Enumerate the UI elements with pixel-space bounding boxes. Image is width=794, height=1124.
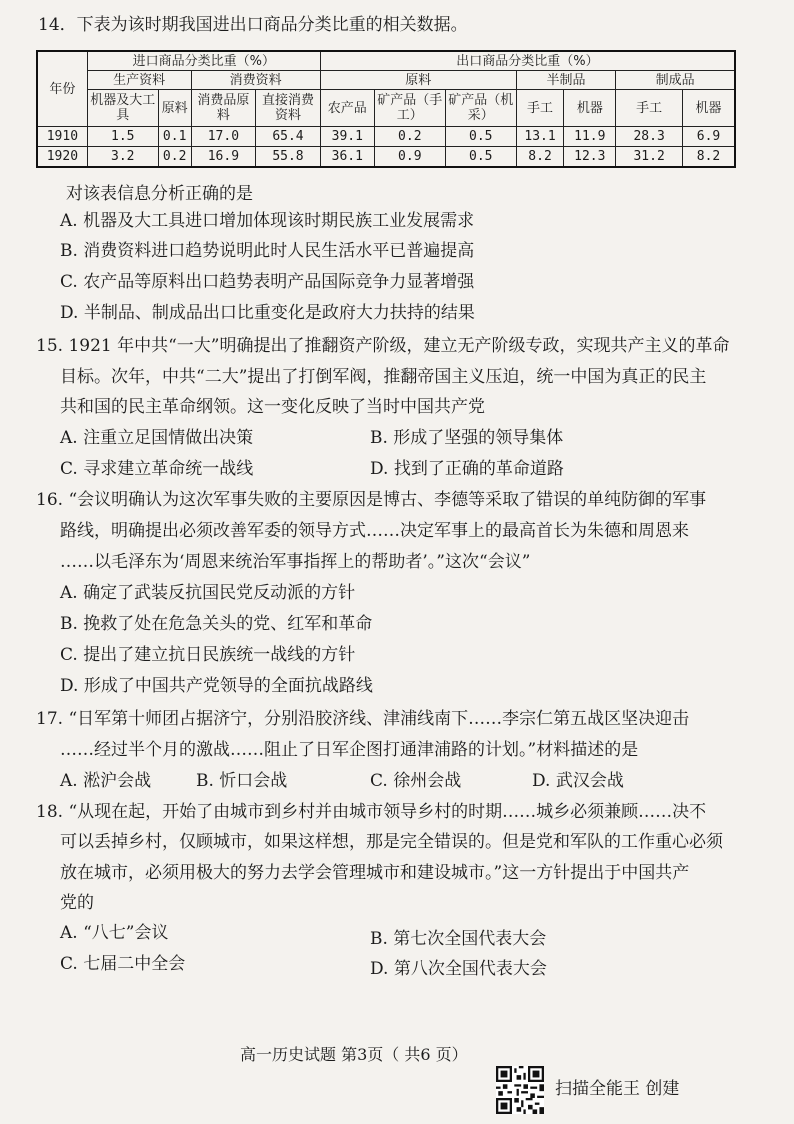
q15-text-line: 目标。次年，中共“二大”提出了打倒军阀，推翻帝国主义压迫，统一中国为真正的民主 — [60, 367, 707, 387]
column-header: 消费品原料 — [191, 90, 256, 127]
q17-option-b: B. 忻口会战 — [196, 771, 288, 791]
table-cell: 0.2 — [374, 127, 445, 147]
q14-option-d: D. 半制品、制成品出口比重变化是政府大力扶持的结果 — [60, 303, 475, 323]
q18-text-line: 放在城市，必须用极大的努力去学会管理城市和建设城市。”这一方针提出于中国共产 — [60, 863, 690, 883]
column-header: 机器 — [682, 90, 735, 127]
table-cell: 39.1 — [320, 127, 374, 147]
q14-stem: 对该表信息分析正确的是 — [66, 184, 253, 204]
q16-option-d: D. 形成了中国共产党领导的全面抗战路线 — [60, 676, 373, 696]
q18-text-line: 可以丢掉乡村，仅顾城市，如果这样想，那是完全错误的。但是党和军队的工作重心必须 — [60, 832, 723, 852]
qr-code-icon — [496, 1066, 544, 1114]
export-group: 制成品 — [616, 71, 735, 90]
column-header: 机器 — [564, 90, 616, 127]
table-cell: 1.5 — [87, 127, 158, 147]
table-cell: 55.8 — [256, 147, 321, 168]
table-cell: 11.9 — [564, 127, 616, 147]
table-row — [37, 147, 735, 168]
scanner-watermark: 扫描全能王 创建 — [555, 1079, 680, 1099]
q15-text-line: 共和国的民主革命纲领。这一变化反映了当时中国共产党 — [60, 397, 485, 417]
q14-title: 14．下表为该时期我国进出口商品分类比重的相关数据。 — [38, 15, 468, 35]
q15-option-c: C. 寻求建立革命统一战线 — [60, 459, 254, 479]
column-header: 原料 — [158, 90, 191, 127]
import-group: 消费资料 — [191, 71, 320, 90]
q16-option-c: C. 提出了建立抗日民族统一战线的方针 — [60, 645, 356, 665]
column-header: 农产品 — [320, 90, 374, 127]
column-header: 矿产品（机采） — [445, 90, 516, 127]
table-cell: 0.2 — [158, 147, 191, 168]
q17-option-d: D. 武汉会战 — [532, 771, 624, 791]
column-header: 手工 — [616, 90, 683, 127]
q15-option-b: B. 形成了坚强的领导集体 — [370, 428, 564, 448]
q16-text-line: 路线，明确提出必须改善军委的领导方式……决定军事上的最高首长为朱德和周恩来 — [60, 521, 689, 541]
import-header: 进口商品分类比重（%） — [87, 51, 320, 71]
table-cell: 28.3 — [616, 127, 683, 147]
table-cell: 0.1 — [158, 127, 191, 147]
import-group: 生产资料 — [87, 71, 191, 90]
column-header: 手工 — [516, 90, 564, 127]
q17-text-line: 17. “日军第十师团占据济宁，分别沿胶济线、津浦线南下……李宗仁第五战区坚决迎击 — [36, 709, 690, 729]
q18-text-line: 18. “从现在起，开始了由城市到乡村并由城市领导乡村的时期……城乡必须兼顾……决不 — [36, 802, 707, 822]
q16-text-line: ……以毛泽东为‘周恩来统治军事指挥上的帮助者’。”这次“会议” — [60, 552, 531, 572]
table-row — [37, 127, 735, 147]
q14-option-c: C. 农产品等原料出口趋势表明产品国际竞争力显著增强 — [60, 272, 475, 292]
q18-option-b: B. 第七次全国代表大会 — [370, 929, 547, 949]
row-year: 1910 — [37, 127, 87, 147]
column-header: 直接消费资料 — [256, 90, 321, 127]
trade-table — [36, 50, 736, 168]
table-cell: 36.1 — [320, 147, 374, 168]
export-group: 原料 — [320, 71, 516, 90]
table-cell: 8.2 — [682, 147, 735, 168]
table-cell: 3.2 — [87, 147, 158, 168]
table-cell: 31.2 — [616, 147, 683, 168]
q18-option-c: C. 七届二中全会 — [60, 954, 186, 974]
table-cell: 0.5 — [445, 127, 516, 147]
q18-option-d: D. 第八次全国代表大会 — [370, 959, 547, 979]
table-cell: 8.2 — [516, 147, 564, 168]
table-cell: 0.9 — [374, 147, 445, 168]
table-cell: 12.3 — [564, 147, 616, 168]
table-cell: 13.1 — [516, 127, 564, 147]
q17-option-a: A. 淞沪会战 — [60, 771, 152, 791]
column-header: 矿产品（手工） — [374, 90, 445, 127]
q18-option-a: A. “八七”会议 — [60, 923, 169, 943]
q16-text-line: 16. “会议明确认为这次军事失败的主要原因是博古、李德等采取了错误的单纯防御的军事 — [36, 490, 707, 510]
q14-option-a: A. 机器及大工具进口增加体现该时期民族工业发展需求 — [60, 211, 475, 231]
export-group: 半制品 — [516, 71, 616, 90]
year-header: 年份 — [37, 51, 87, 127]
q15-text-line: 15. 1921 年中共“一大”明确提出了推翻资产阶级，建立无产阶级专政，实现共产主义的革命 — [36, 336, 730, 356]
row-year: 1920 — [37, 147, 87, 168]
table-cell: 6.9 — [682, 127, 735, 147]
table-cell: 0.5 — [445, 147, 516, 168]
table-cell: 16.9 — [191, 147, 256, 168]
page-footer: 高一历史试题 第3页（ 共6 页） — [240, 1045, 468, 1064]
column-header: 机器及大工具 — [87, 90, 158, 127]
q15-option-d: D. 找到了正确的革命道路 — [370, 459, 564, 479]
table-cell: 17.0 — [191, 127, 256, 147]
q18-text-line: 党的 — [60, 893, 94, 913]
q17-text-line: ……经过半个月的激战……阻止了日军企图打通津浦路的计划。”材料描述的是 — [60, 740, 639, 760]
table-cell: 65.4 — [256, 127, 321, 147]
q14-option-b: B. 消费资料进口趋势说明此时人民生活水平已普遍提高 — [60, 241, 475, 261]
q16-option-a: A. 确定了武装反抗国民党反动派的方针 — [60, 583, 356, 603]
export-header: 出口商品分类比重（%） — [320, 51, 735, 71]
q16-option-b: B. 挽救了处在危急关头的党、红军和革命 — [60, 614, 373, 634]
q15-option-a: A. 注重立足国情做出决策 — [60, 428, 254, 448]
q17-option-c: C. 徐州会战 — [370, 771, 462, 791]
